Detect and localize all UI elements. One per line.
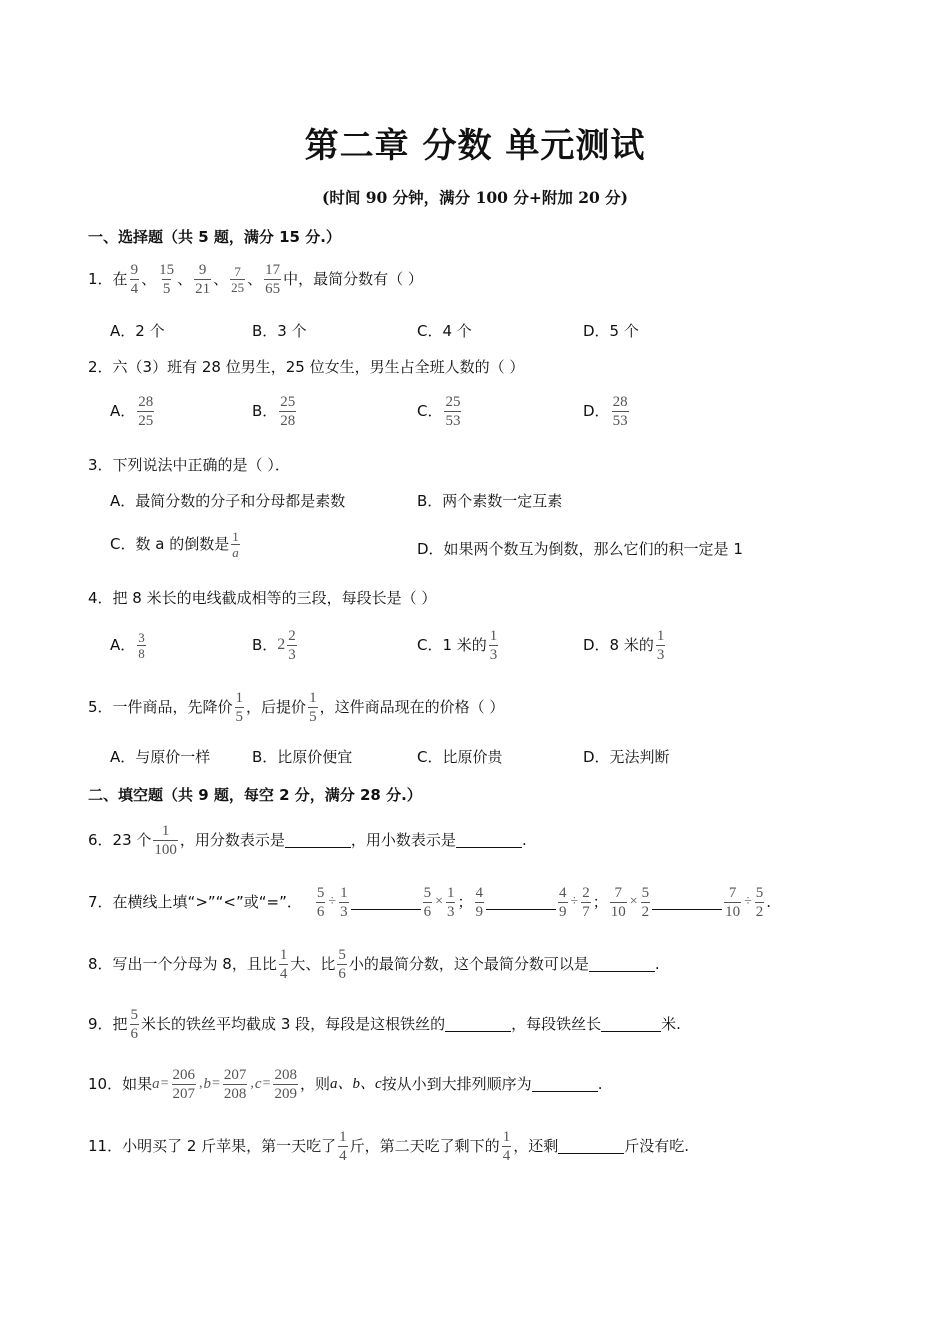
option-b[interactable]: B．两个素数一定互素 xyxy=(417,492,563,510)
answer-blank[interactable] xyxy=(285,833,351,848)
fraction: $\frac{4}{9}$ xyxy=(559,884,567,920)
fraction: $\frac{5}{6}$ xyxy=(423,884,432,920)
option-c[interactable]: C．1 米的 $\frac{1}{3}$ xyxy=(417,627,498,663)
whole-number: 2 xyxy=(277,636,286,653)
option-b[interactable]: B． 2 $\frac{2}{3}$ xyxy=(252,627,296,663)
fraction: $\frac{1}{4}$ xyxy=(502,1128,511,1164)
question-6: 6．23 个 $\frac{1}{100}$ ，用分数表示是 ，用小数表示是 . xyxy=(88,822,527,858)
fraction: $\frac{5}{6}$ xyxy=(316,884,325,920)
option-a[interactable]: A． $\frac{3}{8}$ xyxy=(110,629,145,661)
fraction: $\frac{17}{65}$ xyxy=(265,261,281,297)
question-1: 1． 在 $\frac{9}{4}$ 、 $\frac{15}{5}$ 、 $\frac{9}{21}$ 、 $\frac{7}{25}$ 、 $\frac{17}{65}$ 中，最简分数有（ ） xyxy=(88,261,423,297)
question-3: 3．下列说法中正确的是（ ）． xyxy=(88,456,290,474)
option-c[interactable]: C．数 a 的倒数是 $\frac{1}{a}$ xyxy=(110,528,239,560)
question-9: 9．把 $\frac{5}{6}$ 米长的铁丝平均截成 3 段，每段是这根铁丝的 ，每段铁丝长 米. xyxy=(88,1006,681,1042)
answer-blank[interactable] xyxy=(445,1017,511,1032)
fraction: $\frac{15}{5}$ xyxy=(159,261,175,297)
option-c[interactable]: C．4 个 xyxy=(417,322,472,340)
option-c[interactable]: C．比原价贵 xyxy=(417,748,503,766)
option-a[interactable]: A． $\frac{28}{25}$ xyxy=(110,393,154,429)
option-d[interactable]: D． $\frac{28}{53}$ xyxy=(583,393,628,429)
fraction: $\frac{7}{10}$ xyxy=(725,884,741,920)
option-d[interactable]: D．如果两个数互为倒数，那么它们的积一定是 1 xyxy=(417,540,743,558)
answer-blank[interactable] xyxy=(601,1017,661,1032)
fraction: $\frac{1}{a}$ xyxy=(232,528,239,560)
fraction: $\frac{2}{3}$ xyxy=(288,627,296,663)
fraction: $\frac{1}{100}$ xyxy=(154,822,177,858)
fraction: $\frac{5}{2}$ xyxy=(641,884,650,920)
fraction: $\frac{1}{4}$ xyxy=(279,946,288,982)
fraction: $\frac{206}{207}$ xyxy=(172,1066,195,1102)
option-b[interactable]: B．比原价便宜 xyxy=(252,748,353,766)
fraction: $\frac{9}{21}$ xyxy=(195,261,211,297)
option-c[interactable]: C． $\frac{25}{53}$ xyxy=(417,393,461,429)
section-heading-choice: 一、选择题（共 5 题，满分 15 分.） xyxy=(88,228,341,246)
section-heading-fill: 二、填空题（共 9 题，每空 2 分，满分 28 分.） xyxy=(88,786,422,804)
fraction: $\frac{25}{53}$ xyxy=(445,393,461,429)
fraction: $\frac{207}{208}$ xyxy=(223,1066,247,1102)
option-a[interactable]: A．2 个 xyxy=(110,322,165,340)
answer-blank[interactable] xyxy=(351,895,421,910)
option-a[interactable]: A．与原价一样 xyxy=(110,748,211,766)
question-11: 11．小明买了 2 斤苹果，第一天吃了 $\frac{1}{4}$ 斤，第二天吃了剩下的 $\frac{1}{4}$ ，还剩 斤没有吃. xyxy=(88,1128,689,1164)
fraction: $\frac{28}{25}$ xyxy=(138,393,154,429)
fraction: $\frac{7}{10}$ xyxy=(610,884,626,920)
fraction: $\frac{5}{6}$ xyxy=(338,946,346,982)
question-7: 7．在横线上填“>”“<”或“=”． $\frac{5}{6}$ ÷ $\frac{1}{3}$ $\frac{5}{6}$ × $\frac{1}{3}$ ； $\frac{4}{9}$ $\frac{4}{9}$ ÷ $\frac{2}{7}$ ； $\frac{7}{10}$ × $\frac{5}{2}$ $\frac{7}{10}$ ÷ $\frac{5}{2}$ . xyxy=(88,884,772,920)
page-subtitle: (时间 90 分钟，满分 100 分+附加 20 分) xyxy=(321,188,629,207)
fraction: $\frac{2}{7}$ xyxy=(582,884,590,920)
answer-blank[interactable] xyxy=(532,1077,598,1092)
fraction: $\frac{1}{5}$ xyxy=(309,689,317,725)
fraction: $\frac{1}{3}$ xyxy=(446,884,455,920)
fraction: $\frac{25}{28}$ xyxy=(280,393,296,429)
fraction: $\frac{5}{6}$ xyxy=(130,1006,139,1042)
option-d[interactable]: D．8 米的 $\frac{1}{3}$ xyxy=(583,627,665,663)
question-5: 5．一件商品，先降价 $\frac{1}{5}$ ，后提价 $\frac{1}{5}$ ，这件商品现在的价格（ ） xyxy=(88,689,505,725)
fraction: $\frac{28}{53}$ xyxy=(612,393,628,429)
fraction: $\frac{1}{3}$ xyxy=(656,627,665,663)
answer-blank[interactable] xyxy=(558,1139,624,1154)
fraction: $\frac{4}{9}$ xyxy=(475,884,483,920)
fraction: $\frac{208}{209}$ xyxy=(274,1066,297,1102)
fraction: $\frac{1}{5}$ xyxy=(235,689,244,725)
question-8: 8．写出一个分母为 8，且比 $\frac{1}{4}$ 大、比 $\frac{5}{6}$ 小的最简分数，这个最简分数可以是 . xyxy=(88,946,660,982)
question-4: 4．把 8 米长的电线截成相等的三段，每段长是（ ） xyxy=(88,589,437,607)
option-d[interactable]: D．5 个 xyxy=(583,322,639,340)
option-b[interactable]: B． $\frac{25}{28}$ xyxy=(252,393,296,429)
answer-blank[interactable] xyxy=(652,895,722,910)
page-title: 第二章 分数 单元测试 xyxy=(304,126,646,166)
fraction: $\frac{7}{25}$ xyxy=(231,263,245,295)
option-d[interactable]: D．无法判断 xyxy=(583,748,670,766)
question-2: 2．六（3）班有 28 位男生，25 位女生，男生占全班人数的（ ） xyxy=(88,358,525,376)
question-10: 10．如果 a = $\frac{206}{207}$ , b = $\frac{207}{208}$ , c = $\frac{208}{209}$ ，则 a、b、c 按从小到大排列顺序为 . xyxy=(88,1066,603,1102)
fraction: $\frac{5}{2}$ xyxy=(755,884,764,920)
fraction: $\frac{9}{4}$ xyxy=(130,261,139,297)
answer-blank[interactable] xyxy=(486,895,556,910)
fraction: $\frac{1}{3}$ xyxy=(489,627,498,663)
fraction: $\frac{1}{4}$ xyxy=(339,1128,347,1164)
answer-blank[interactable] xyxy=(456,833,522,848)
fraction: $\frac{3}{8}$ xyxy=(138,629,145,661)
option-b[interactable]: B．3 个 xyxy=(252,322,307,340)
answer-blank[interactable] xyxy=(589,957,655,972)
option-a[interactable]: A．最简分数的分子和分母都是素数 xyxy=(110,492,346,510)
fraction: $\frac{1}{3}$ xyxy=(340,884,348,920)
